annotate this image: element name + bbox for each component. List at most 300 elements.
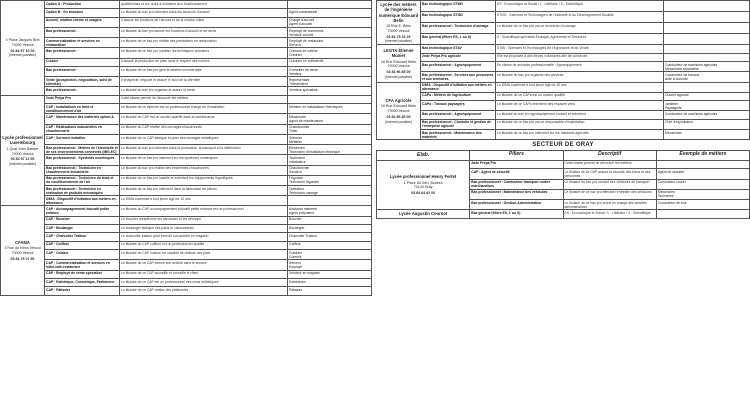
establishment-phone: 03 84 64 82 00 (411, 191, 436, 196)
pillar-label: Vente (prospection, négociation, suivi de clientèle) (46, 77, 112, 86)
job-example: Employé (289, 265, 303, 270)
jobs-cell (288, 9, 372, 17)
job-example: Vendeur en magasin (289, 271, 321, 276)
establishment-web-note: (Internet possible) (384, 119, 413, 124)
description-cell: STI2D : Sciences et Technologies de l'Industrie et du Développement Durable (496, 12, 664, 23)
description-cell: Le titulaire du bac pro conduit des véhicules de transport (563, 179, 656, 189)
job-example: Employé de restaurant (289, 38, 324, 43)
establishment-address: 1 Quai Yves Barbier (6, 146, 39, 151)
pillar-cell (45, 233, 120, 241)
pillar-label: 2nde Prépa Pro (471, 161, 497, 166)
establishment-address: 16 Rue Édouard Belin (380, 59, 417, 64)
jobs-cell (288, 279, 372, 287)
jobs-cell (664, 45, 750, 53)
jobs-cell (664, 53, 750, 61)
table-row (1, 9, 372, 17)
pillar-cell (421, 92, 496, 100)
job-example: Vendeur (289, 71, 302, 76)
job-example: Conducteur de travaux (665, 73, 700, 78)
establishment-phone: 03 84 96 85 00 (386, 70, 411, 75)
establishment-name: Lycée professionnel Luxembourg (2, 134, 43, 146)
pillar-cell (421, 34, 496, 45)
job-example: Conducteur de bus (657, 200, 687, 205)
pillar-label: CAP : Agent de sécurité (471, 169, 510, 174)
jobs-cell (664, 34, 750, 45)
jobs-cell (288, 77, 372, 87)
pillar-label: Accueil, relation clients et usagers (46, 18, 102, 23)
establishment-address: 4 Place Jacques Brel (5, 38, 40, 43)
jobs-cell (288, 95, 372, 103)
pillar-label: CAP : Boucher (46, 217, 70, 222)
job-example: Agent de sécurité (657, 169, 685, 174)
table-row (377, 62, 750, 72)
pillar-label: Bac professionnel : Services aux personnes et aux territoires (422, 73, 494, 82)
establishment-web-note: (Internet possible) (384, 74, 413, 79)
pillar-label: CAP : Installations en froid et conditionnement d'air (46, 104, 94, 113)
job-example: Technicien (657, 194, 674, 199)
jobs-cell (288, 17, 372, 27)
left-table (0, 0, 372, 296)
table-row (377, 45, 750, 53)
description-cell: Le charcutier-traiteur peut exercer son activité en magasin (120, 233, 288, 241)
job-example: Technicien frigoriste (289, 180, 319, 185)
job-example: Vendeur conseil (289, 32, 314, 37)
pillar-cell (45, 67, 120, 77)
description-cell: Le titulaire de ce bac pro est un technicien d'usinage (496, 23, 664, 34)
pillar-label: CAPa : Métiers de l'agriculture (422, 93, 472, 98)
pillar-cell (45, 287, 120, 295)
pillar-cell (45, 145, 120, 155)
table-row (377, 34, 750, 45)
table-row (1, 279, 372, 287)
jobs-cell (288, 250, 372, 260)
job-example: Frigoriste (289, 176, 304, 181)
table-row (377, 111, 750, 119)
pillar-cell (421, 130, 496, 140)
pillar-cell (421, 119, 496, 129)
pillar-label: Bac technologique STAV (422, 46, 462, 51)
table-row (377, 160, 750, 168)
pillar-cell (421, 53, 496, 61)
pillar-label: Bac professionnel : Technicien d'usinage (422, 23, 489, 28)
job-example: Chef d'exploitation (665, 120, 693, 125)
pillar-cell (421, 101, 496, 111)
jobs-cell (288, 145, 372, 155)
pillar-cell (45, 1, 120, 9)
pillar-cell (45, 38, 120, 48)
jobs-cell (288, 287, 372, 295)
job-example: Télévendeur (289, 81, 308, 86)
job-example: Agent polyvalent (289, 211, 315, 216)
jobs-cell (288, 104, 372, 114)
table-row (1, 95, 372, 103)
pillar-label: Bac professionnel : Technicien en réalisation de produits mécaniques (46, 186, 103, 195)
jobs-cell (664, 119, 750, 129)
header-jobs: Exemple de métiers (656, 151, 749, 161)
description-cell: ES : Economique et Social / L : Littéraire / S : Scientifique (563, 210, 656, 219)
pillar-cell (470, 189, 563, 199)
establishment-address: 1 Place du Gén. Boichut (403, 180, 443, 185)
table-row (1, 241, 372, 249)
job-example: Conducteur de machines agricoles (665, 62, 718, 67)
pillar-label: Bac professionnel : Systèmes numériques (46, 155, 115, 160)
pillar-label: Option A : Production (46, 1, 81, 6)
table-row (1, 250, 372, 260)
establishment-cell (1, 206, 45, 295)
jobs-cell (288, 196, 372, 206)
job-example: Technicien usinage (289, 190, 318, 195)
establishment-phone: 03 84 96 85 00 (386, 114, 411, 119)
pillar-cell (45, 155, 120, 165)
jobs-cell (288, 233, 372, 241)
description-cell: Le titulaire de ce bac pro est un responsable d'exploitation (496, 119, 664, 129)
job-example: Serveur (289, 261, 301, 266)
establishment-cell (377, 45, 421, 82)
pillar-cell (45, 104, 120, 114)
pillar-label: CAP : Employé de vente spécialisé (46, 271, 103, 276)
pillar-cell (421, 12, 496, 23)
jobs-cell (288, 225, 372, 233)
table-row (1, 287, 372, 295)
jobs-cell (656, 169, 749, 179)
pillar-cell (45, 165, 120, 175)
pillar-cell (421, 111, 496, 119)
establishment-cell (377, 160, 470, 209)
description-cell: Le titulaire de ce bac pro effectue l'entretien des véhicules (563, 189, 656, 199)
pillar-label: DIMA : Dispositif d'initiation aux métiers en alternance (422, 83, 492, 92)
table-row (1, 134, 372, 144)
description-cell: Le titulaire de ce bac pro intervient sur les matériels agricoles (496, 130, 664, 140)
jobs-cell (288, 155, 372, 165)
pillar-label: Bac général (filière ES, L ou S) (422, 34, 472, 39)
description-cell: Le titulaire de ce CAP est un professionnel des soins esthétiques (120, 279, 288, 287)
description-cell: ES : Economique et Social / L : Littéraire / S : Scientifique (496, 1, 664, 12)
description-cell: Le titulaire de ce diplôme est un professionnel chargé de l'installation (120, 104, 288, 114)
pillar-label: CAP : Pâtissier (46, 288, 71, 293)
jobs-cell (288, 67, 372, 77)
job-example: Coiffeur (289, 242, 301, 247)
pillar-label: Bac technologique STI2D (422, 12, 463, 17)
job-example: Conducteur de machines agricoles (665, 112, 718, 117)
job-example: Agent d'accueil (289, 22, 312, 27)
jobs-cell (664, 23, 750, 34)
description-cell: Le titulaire du CAP est un ouvrier qualifié dans la maintenance (120, 114, 288, 124)
header-description: Descriptif (563, 151, 656, 161)
pillar-cell (421, 1, 496, 12)
description-cell: Le titulaire du CAP cuisine est capable de réaliser des plats (120, 250, 288, 260)
job-example: Agent de maintenance (289, 119, 323, 124)
jobs-cell (288, 48, 372, 58)
job-example: Pâtissier (289, 288, 303, 293)
pillar-cell (421, 72, 496, 82)
job-example: Soudeur (289, 170, 302, 175)
description-cell: Elle est proposée à des élèves volontaires afin de construire (496, 53, 664, 61)
jobs-cell (664, 111, 750, 119)
job-example: Commis de cuisine (289, 49, 318, 54)
pillar-cell (45, 175, 120, 185)
description-cell: Le titulaire du bac pro intervient dans les secteurs d'accueil (120, 9, 288, 17)
establishment-city: 70000 Vesoul (387, 64, 410, 69)
establishment-city: 70100 Gray (413, 185, 433, 190)
table-row (1, 28, 372, 38)
pillar-cell (421, 23, 496, 34)
jobs-cell (288, 58, 372, 66)
jobs-cell (288, 206, 372, 216)
table-row (1, 1, 372, 9)
description-cell: Le boulanger fabrique des pains et viennoiseries (120, 225, 288, 233)
description-cell: STAV : Sciences et Technologies de l'Agronomie et du Vivant (496, 45, 664, 53)
pillar-label: Bac professionnel : Gestion-Administration (471, 200, 542, 205)
table-row (377, 12, 750, 23)
description-cell: Le titulaire du bac pro assure les fonctions d'accueil et de vente (120, 28, 288, 38)
table-row (1, 104, 372, 114)
description-cell: Le titulaire de ce CAPa est un ouvrier qualifié (496, 92, 664, 100)
pillar-label: CAPa : Travaux paysagers (422, 101, 465, 106)
table-row (1, 225, 372, 233)
table-row (1, 260, 372, 270)
pillar-cell (45, 87, 120, 95)
table-row (377, 72, 750, 82)
table-row (1, 233, 372, 241)
pillar-cell (470, 210, 563, 219)
pillar-label: Bac professionnel : (46, 28, 78, 33)
establishment-phone: 03 84 75 33 29 (386, 34, 411, 39)
job-example: Conseiller de vente (289, 67, 319, 72)
pillar-label: CAP : Coiffure (46, 242, 70, 247)
job-example: Cuisinier (289, 250, 303, 255)
job-example: Aide à domicile (665, 77, 688, 82)
description-cell: Le titulaire de ce CAPa entretient des espaces verts (496, 101, 664, 111)
pillar-label: Commercialisation et services en restauration (46, 38, 100, 47)
table-row (1, 38, 372, 48)
job-example: Monteur en installations thermiques (289, 104, 343, 109)
description-cell: Il assure les fonctions de l'accueil et de la relation client (120, 17, 288, 27)
job-example: Ouvrier agricole (665, 93, 689, 98)
pillar-cell (421, 82, 496, 92)
description-cell: Le DIMA s'adresse à tout jeune âgé de 15 ans (496, 82, 664, 92)
pillar-cell (45, 124, 120, 134)
description-cell: Le titulaire de ce CAP réalise des pâtisseries (120, 287, 288, 295)
job-example: Installateur (289, 159, 306, 164)
pillar-label: CAP : Maintenance des matériels option A (46, 115, 114, 120)
header-pillars: Piliers (470, 151, 563, 161)
description-cell: Le titulaire du bac pro agroéquipement conduit et entretient (496, 111, 664, 119)
pillar-cell (45, 270, 120, 278)
job-example: Cuisinier (289, 53, 303, 58)
jobs-cell (288, 216, 372, 224)
establishment-name: Lycée professionnel Henry Fertet (390, 174, 457, 180)
table-row (1, 87, 372, 95)
description-cell: S : Scientifique spécialité Écologie, Agronomie et Territoires (496, 34, 664, 45)
table-row (377, 92, 750, 100)
jobs-cell (288, 260, 372, 270)
table-row (1, 270, 372, 278)
job-example: Electricien (289, 145, 305, 150)
table-row (1, 186, 372, 196)
jobs-cell (288, 241, 372, 249)
establishment-name: CFA Agricole (385, 98, 412, 104)
pillar-label: Bac professionnel : Conduite et gestion de l'entreprise agricole (422, 120, 491, 129)
pillar-cell (45, 114, 120, 124)
description-cell: Le titulaire de ce CAP fabrique et pose des ouvrages métalliques (120, 134, 288, 144)
jobs-cell (664, 1, 750, 12)
jobs-cell (656, 210, 749, 219)
job-example: Esthéticien (289, 279, 306, 284)
establishment-cell (1, 95, 45, 206)
table-row (1, 175, 372, 185)
pillar-label: Bac général (filière ES, L ou S) (471, 210, 521, 215)
pillar-cell (470, 179, 563, 189)
pillar-label: Bac professionnel : Technicien en chaudronnerie industrielle (46, 166, 101, 175)
job-example: Serrurier (289, 135, 303, 140)
pillar-cell (45, 250, 120, 260)
pillar-label: CAP : Serrurier métallier (46, 135, 86, 140)
job-example: Mécanicien (665, 130, 683, 135)
sector-title: SECTEUR DE GRAY (377, 140, 750, 151)
pillar-cell (45, 28, 120, 38)
establishment-cell (377, 82, 421, 140)
header-establishment: Etab. (377, 151, 470, 161)
jobs-cell (288, 87, 372, 95)
description-cell: Il assure la production de plats dans le respect des normes (120, 58, 288, 66)
job-example: Opérateur (289, 186, 305, 191)
jobs-cell (664, 82, 750, 92)
jobs-cell (664, 62, 750, 72)
jobs-cell (288, 134, 372, 144)
sector-title-row (377, 140, 750, 151)
job-example: Conducteur routier (657, 180, 686, 185)
pillar-label: Bac professionnel : Agroéquipement (422, 62, 482, 67)
job-example: Chaudronnier (289, 125, 310, 130)
description-cell: Cette classe permet de découvrir les métiers (563, 160, 656, 168)
jobs-cell (288, 38, 372, 48)
job-example: Représentant (289, 77, 310, 82)
establishment-address: 16 Rue Édouard Belin (380, 104, 417, 109)
pillar-label: Bac professionnel : Conducteur transport routier marchandises (471, 180, 551, 189)
description-cell: Le titulaire du bac pro intervient dans la production, le transport et la distribution (120, 145, 288, 155)
pillar-cell (45, 279, 120, 287)
jobs-cell (664, 101, 750, 111)
table-row (1, 17, 372, 27)
description-cell: Le DIMA s'adresse à tout jeune âgé de 15 ans (120, 196, 288, 206)
establishment-cell (1, 1, 45, 96)
jobs-cell (656, 189, 749, 199)
pillar-cell (45, 216, 120, 224)
job-example: Assistant maternel (289, 207, 317, 212)
job-example: Employé de commerce (289, 28, 324, 33)
job-example: Technicien d'installation électrique (289, 149, 341, 154)
description-cell: Le titulaire de ce CAP assure la sécurité des biens et des personnes (563, 169, 656, 179)
establishment-name: Lycée Augustin Cournot (398, 210, 448, 216)
establishment-city: 70000 Vesoul (11, 251, 34, 256)
table-row (377, 82, 750, 92)
table-row (1, 77, 372, 87)
job-example: Chargé d'accueil (289, 18, 315, 23)
jobs-cell (656, 160, 749, 168)
jobs-cell (664, 92, 750, 100)
jobs-cell (288, 165, 372, 175)
pillar-label: CAP : Accompagnement éducatif petite enfance (46, 207, 110, 216)
description-cell: Le titulaire de ce CAP exerce son activité dans le secteur (120, 260, 288, 270)
table-row (377, 53, 750, 61)
jobs-cell (664, 130, 750, 140)
table-row (1, 155, 372, 165)
jobs-cell (656, 199, 749, 209)
pillar-cell (45, 196, 120, 206)
pillar-cell (45, 206, 120, 216)
job-example: Vendeur spécialisé (289, 88, 318, 93)
table-row (1, 165, 372, 175)
pillar-label: Bac professionnel : Maintenance des véhicules (471, 190, 548, 195)
establishment-city: 70000 Vesoul (11, 42, 34, 47)
table-row (1, 196, 372, 206)
pillar-label: Bac professionnel : (46, 88, 78, 93)
jobs-cell (664, 72, 750, 82)
establishment-city: 70000 Vesoul (387, 29, 410, 34)
jobs-cell (288, 1, 372, 9)
table-row (377, 119, 750, 129)
pillar-label: Bac professionnel : Maintenance des matériels (422, 130, 482, 139)
job-example: Jardinier (665, 101, 679, 106)
jobs-cell (288, 28, 372, 38)
job-example: Chaudronnier (289, 166, 310, 171)
right-table (376, 0, 750, 140)
table-row (377, 210, 750, 219)
pillar-label: CAP : Charcutier Traiteur (46, 234, 87, 239)
table-row (1, 145, 372, 155)
job-example: Tôlier (289, 129, 298, 134)
description-cell: Le titulaire du bac pro organise des services (496, 72, 664, 82)
description-cell: Le titulaire de ce CAP accueille et conseille le client (120, 270, 288, 278)
establishment-cell (377, 210, 470, 219)
pillar-cell (45, 58, 120, 66)
table-row (1, 216, 372, 224)
pillar-label: CAP : Esthétique, Cosmétique, Parfumerie (46, 279, 115, 284)
establishment-cell (377, 1, 421, 45)
pillar-cell (421, 62, 496, 72)
table-row (1, 48, 372, 58)
pillar-label: Bac professionnel : Métiers de l'électricité et de ses environnements connectés (MELEC) (46, 145, 118, 154)
establishment-web-note: (Internet possible) (8, 161, 37, 166)
establishment-web-note: (Internet possible) (8, 53, 37, 58)
jobs-cell (288, 124, 372, 134)
pillar-label: Bac technologique STMG (422, 1, 464, 6)
table-row (377, 1, 750, 12)
description-cell: Le titulaire de ce bac pro gère la relation commerciale (120, 67, 288, 77)
table-row (377, 101, 750, 111)
job-example: Mécanicien réparateur (665, 66, 699, 71)
job-example: Mécanicien (657, 190, 675, 195)
job-example: Charcutier Traiteur (289, 234, 318, 239)
description-cell: Le titulaire du bac pro organise et assure la vente (120, 87, 288, 95)
pillar-label: Bac professionnel : Agroéquipement (422, 112, 482, 117)
table-row (1, 206, 372, 216)
table-row (377, 130, 750, 140)
description-cell: Le titulaire du bac pro réalise des ensembles chaudronnés (120, 165, 288, 175)
jobs-cell (664, 12, 750, 23)
job-example: Serveur (289, 42, 301, 47)
job-example: Mécanicien (289, 115, 307, 120)
jobs-cell (288, 175, 372, 185)
pillar-label: Cuisine (46, 59, 59, 64)
establishment-phone: 03 84 97 10 00 (10, 48, 35, 53)
description-cell: Le boucher réceptionne les carcasses et les découpe (120, 216, 288, 224)
table-row (1, 58, 372, 66)
job-example: Boucher (289, 217, 302, 222)
description-cell: Le titulaire du CAP accompagnement éducatif petite enfance est un professionnel (120, 206, 288, 216)
pillar-label: 2nde Prépa Pro (46, 96, 71, 101)
description-cell: En classe de seconde professionnelle : Agroéquipement (496, 62, 664, 72)
